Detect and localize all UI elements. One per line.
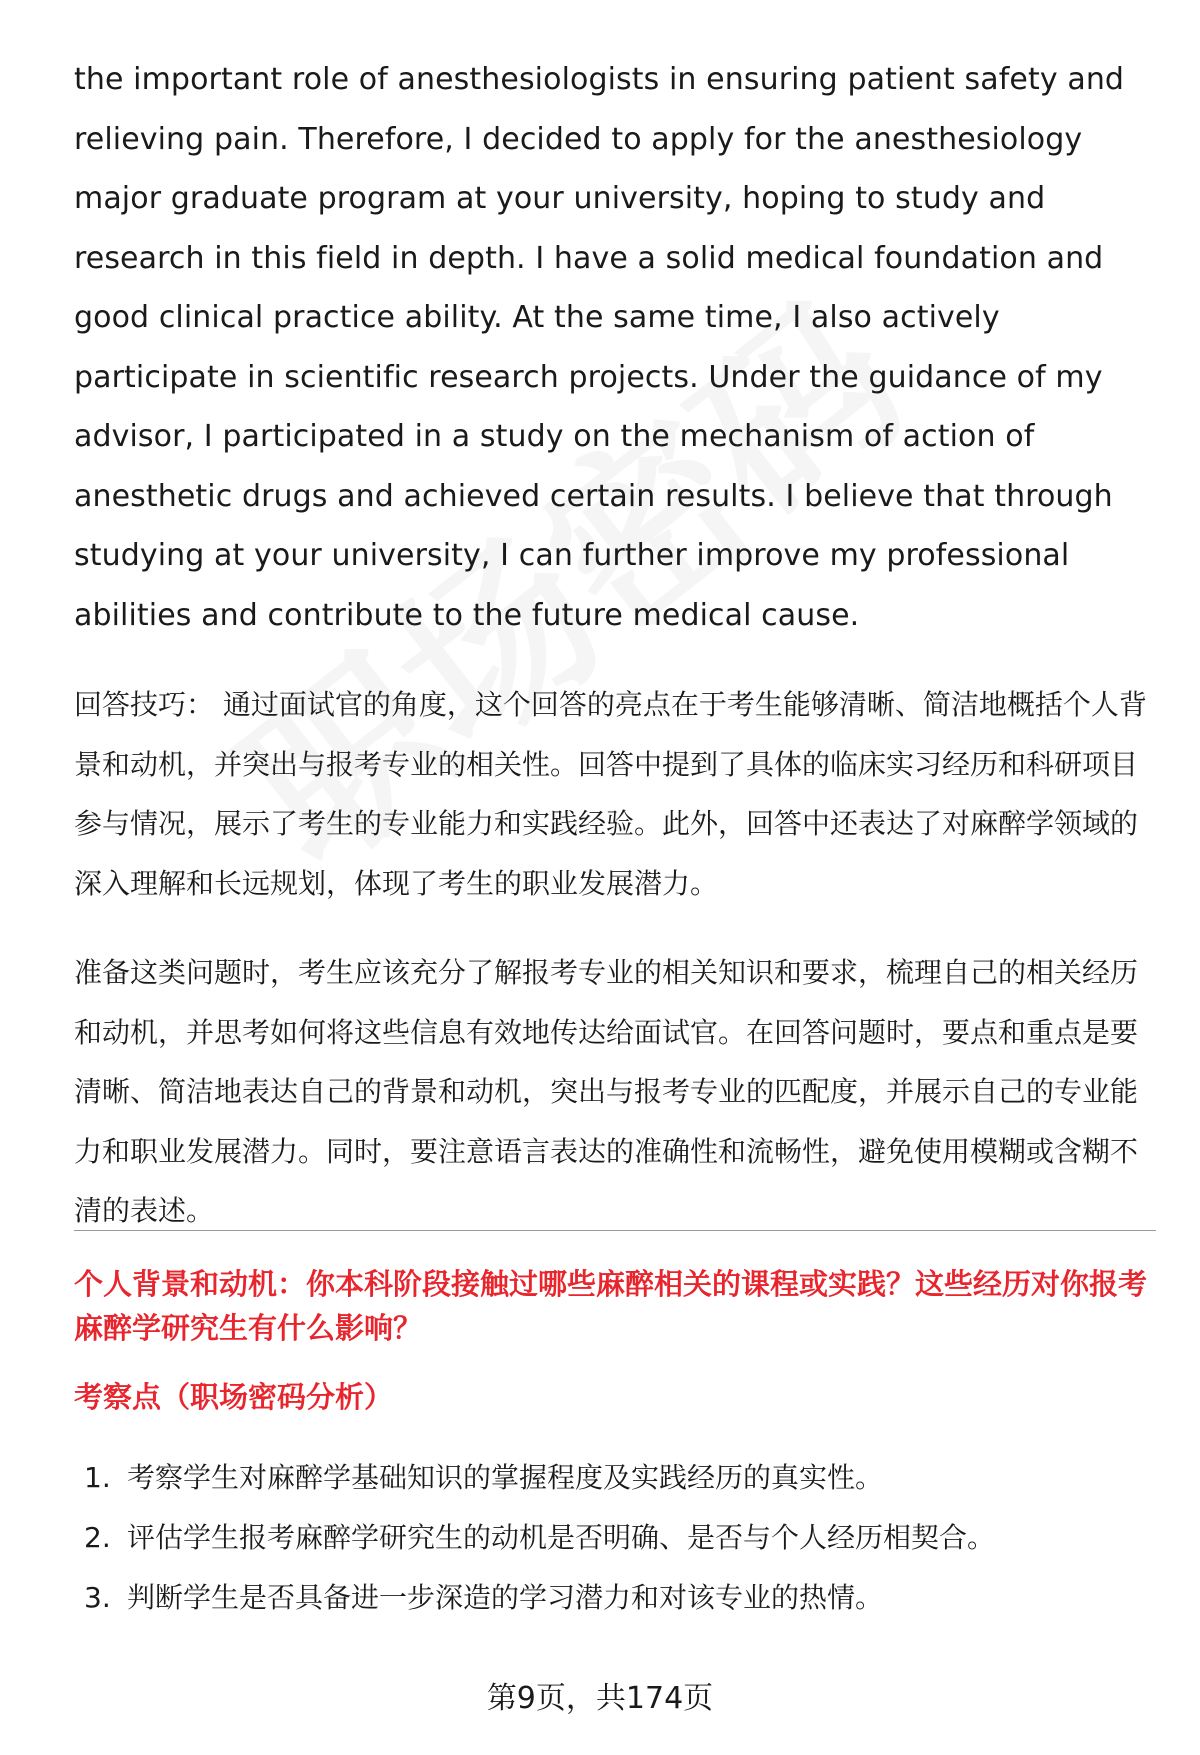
page-number-footer: 第9页，共174页 xyxy=(486,1681,714,1716)
list-item-number: 3. xyxy=(84,1581,111,1614)
tips-paragraph: 回答技巧： 通过面试官的角度，这个回答的亮点在于考生能够清晰、简洁地概括个人背景和动机，并突出与报考专业的相关性。回答中提到了具体的临床实习经历和科研项目参与情况，展示了考生的专业能力和实践经验。此外，回答中还表达了对麻醉学领域的深入理解和长远规划，体现了考生的职业发展潜力。 xyxy=(74,688,1147,900)
body-content xyxy=(74,50,1154,1241)
list-item-text: 评估学生报考麻醉学研究生的动机是否明确、是否与个人经历相契合。 xyxy=(127,1521,996,1554)
list-item-number: 2. xyxy=(84,1521,111,1554)
list-item xyxy=(84,1568,995,1628)
list-item xyxy=(84,1508,995,1568)
assessment-list xyxy=(84,1448,995,1628)
list-item-text: 判断学生是否具备进一步深造的学习潜力和对该专业的热情。 xyxy=(127,1581,884,1614)
section-divider xyxy=(74,1230,1156,1231)
question-heading: 个人背景和动机：你本科阶段接触过哪些麻醉相关的课程或实践？这些经历对你报考麻醉学研究生有什么影响？ xyxy=(74,1267,1148,1345)
preparation-paragraph: 准备这类问题时，考生应该充分了解报考专业的相关知识和要求，梳理自己的相关经历和动机，并思考如何将这些信息有效地传达给面试官。在回答问题时，要点和重点是要清晰、简洁地表达自己的背景和动机，突出与报考专业的匹配度，并展示自己的专业能力和职业发展潜力。同时，要注意语言表达的准确性和流畅性，避免使用模糊或含糊不清的表述。 xyxy=(74,956,1139,1227)
assessment-title: 考察点（职场密码分析） xyxy=(74,1380,394,1414)
english-answer-paragraph: the important role of anesthesiologists in ensuring patient safety and relieving pain. Therefore, I decided to apply for the anesthesiology major graduate program at your university, hoping to study and research in this field in depth. I have a solid medical foundation and good clinical practice ability. At the same time, I also actively participate in scientific research projects. Under the guidance of my advisor, I participated in a study on the mechanism of action of anesthetic drugs and achieved certain results. I believe that through studying at your university, I can further improve my professional abilities and contribute to the future medical cause. xyxy=(74,62,1125,633)
list-item-number: 1. xyxy=(84,1461,111,1494)
list-item-text: 考察学生对麻醉学基础知识的掌握程度及实践经历的真实性。 xyxy=(127,1461,884,1494)
list-item xyxy=(84,1448,995,1508)
